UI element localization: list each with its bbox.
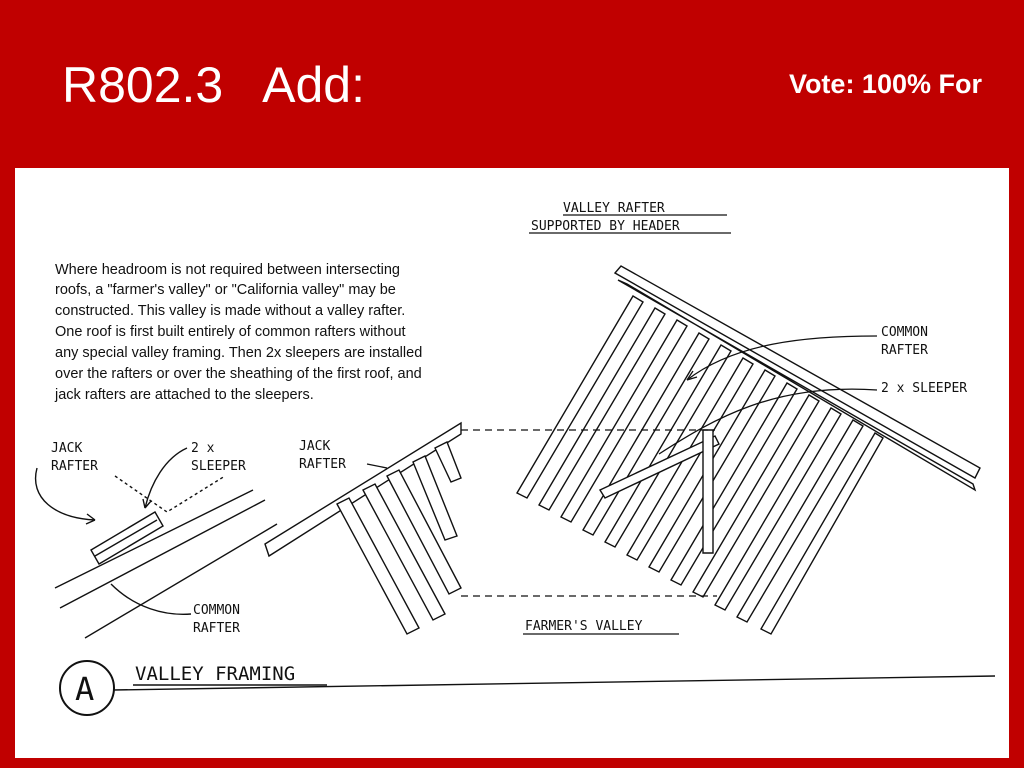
valley-framing-drawing xyxy=(15,168,1009,758)
description-line-6: over the rafters or over the sheathing of the first roof, and xyxy=(55,366,422,382)
description-line-2: roofs, a "farmer's valley" or "California valley" may be xyxy=(55,282,396,298)
farmers-valley-label xyxy=(523,619,679,634)
valley-rafter-label-line-1: VALLEY RAFTER xyxy=(563,201,665,216)
right-roof-framing xyxy=(517,266,980,634)
common-rafters-right xyxy=(517,296,883,634)
description-line-4: One roof is first built entirely of common rafters without xyxy=(55,324,406,340)
jack-rafter-mid-label-2: RAFTER xyxy=(299,457,346,472)
description-line-1: Where headroom is not required between intersecting xyxy=(55,262,400,278)
description-line-3: constructed. This valley is made without a valley rafter. xyxy=(55,303,406,319)
jack-rafter-left-label-2: RAFTER xyxy=(51,459,98,474)
sleeper-left-label-2: SLEEPER xyxy=(191,459,246,474)
common-rafter-right-label-1: COMMON xyxy=(881,325,928,340)
valley-rafter-label-line-2: SUPPORTED BY HEADER xyxy=(531,219,680,234)
vote-result: Vote: 100% For xyxy=(788,69,982,99)
valley-rafter-label xyxy=(529,201,731,234)
jack-rafter-mid-label xyxy=(299,439,387,472)
slide-title: R802.3 Add: xyxy=(62,57,366,113)
common-rafter-left-label-2: RAFTER xyxy=(193,621,240,636)
sleeper-section-detail xyxy=(36,441,277,638)
detail-letter: A xyxy=(75,670,95,708)
sleeper-right-label: 2 x SLEEPER xyxy=(881,381,968,396)
description-line-7: jack rafters are attached to the sleepers. xyxy=(55,387,314,403)
sleeper-left-label-1: 2 x xyxy=(191,441,215,456)
jack-rafters-left xyxy=(337,442,461,634)
support-post xyxy=(703,430,713,553)
jack-rafter-mid-label-1: JACK xyxy=(299,439,331,454)
detail-title xyxy=(60,661,995,715)
jack-rafter-left-label-1: JACK xyxy=(51,441,83,456)
description-paragraph xyxy=(54,262,422,403)
detail-title-text: VALLEY FRAMING xyxy=(135,663,296,685)
description-line-5: any special valley framing. Then 2x sleepers are installed xyxy=(55,345,423,361)
common-rafter-right-label-2: RAFTER xyxy=(881,343,928,358)
valley-framing-figure xyxy=(15,168,1009,758)
farmers-valley-text: FARMER'S VALLEY xyxy=(525,619,643,634)
common-rafter-left-label-1: COMMON xyxy=(193,603,240,618)
left-roof-framing xyxy=(265,423,461,634)
